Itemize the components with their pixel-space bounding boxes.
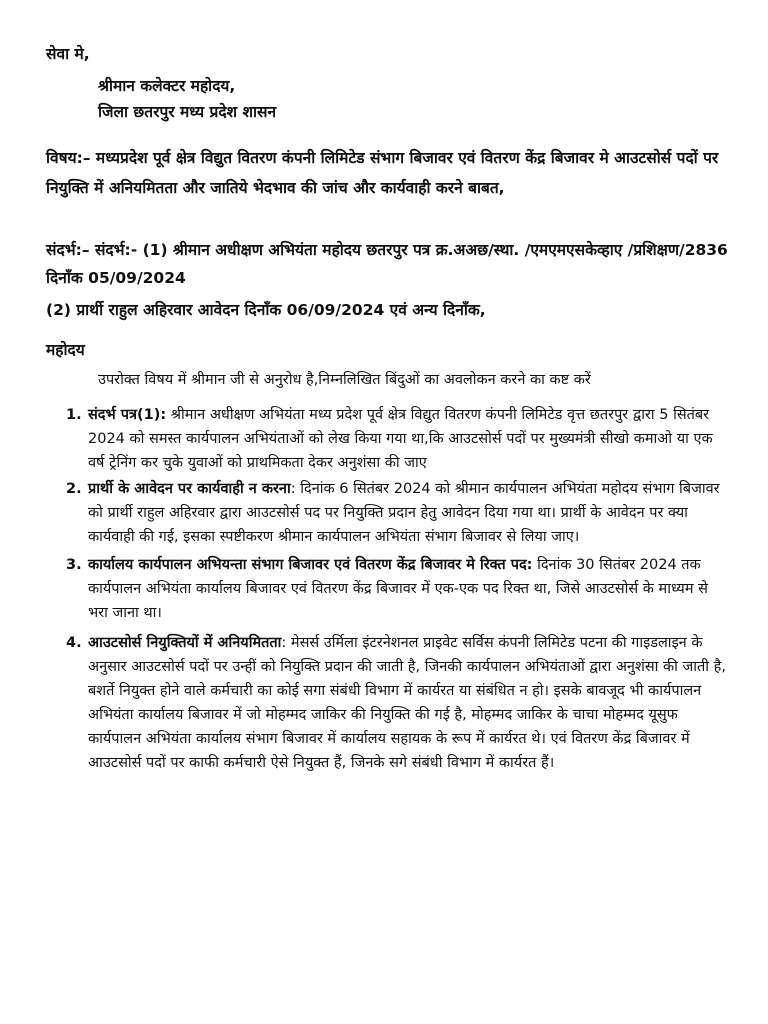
list-number: 2. xyxy=(66,481,82,497)
point-heading: आउटसोर्स नियुक्तियों में अनियमितता xyxy=(88,635,282,651)
point-text: श्रीमान अधीक्षण अभियंता मध्य प्रदेश पूर्व क्षेत्र विद्युत वितरण कंपनी लिमिटेड वृत्त छतरपुर द्वारा 5 सितंबर 2024 को समस्त कार्यपालन अभियंताओं को लेख किया गया था,कि आउटसोर्स पदों पर मुख्यमंत्री सीखो कमाओ या एक वर्ष ट्रेनिंग कर चुके युवाओं को प्राथमिकता देकर अनुशंसा की जाए xyxy=(88,407,713,471)
points-list xyxy=(0,403,728,775)
list-item xyxy=(0,403,728,475)
point-heading: कार्यालय कार्यपालन अभियन्ता संभाग बिजावर एवं वितरण केंद्र बिजावर मे रिक्त पद: xyxy=(88,557,533,573)
list-item xyxy=(0,631,728,775)
point-heading: संदर्भ पत्र(1): xyxy=(88,407,167,423)
intro-paragraph: उपरोक्त विषय में श्रीमान जी से अनुरोध है,निम्नलिखित बिंदुओं का अवलोकन करने का कष्ट करें xyxy=(98,372,591,388)
greeting: सेवा मे, xyxy=(46,45,90,63)
reference-1: संदर्भ:– संदर्भ:- (1) श्रीमान अधीक्षण अभियंता महोदय छतरपुर पत्र क्र.अअछ/स्था. /एमएमएसकेव्हाए /प्रशिक्षण/2836 दिनाँक 05/09/2024 xyxy=(46,241,728,287)
point-text: दिनांक 30 सितंबर 2024 तक कार्यपालन अभियंता कार्यालय बिजावर एवं वितरण केंद्र बिजावर में एक-एक पद रिक्त था, जिसे आउटसोर्स के माध्यम से भरा जाना था। xyxy=(88,557,708,621)
list-number: 3. xyxy=(66,557,82,573)
subject-line: विषय:– मध्यप्रदेश पूर्व क्षेत्र विद्युत वितरण कंपनी लिमिटेड संभाग बिजावर एवं वितरण केंद्र बिजावर मे आउटसोर्स पदों पर नियुक्ति में अनियमितता और जातिये भेदभाव की जांच और कार्यवाही करने बाबत, xyxy=(46,149,719,197)
list-item xyxy=(0,553,728,625)
list-item xyxy=(0,477,728,549)
point-heading: प्रार्थी के आवेदन पर कार्यवाही न करना xyxy=(88,481,291,497)
list-number: 4. xyxy=(66,635,82,651)
recipient-line-2: जिला छतरपुर मध्य प्रदेश शासन xyxy=(98,103,277,121)
recipient-line-1: श्रीमान कलेक्टर महोदय, xyxy=(98,77,236,95)
point-text: : दिनांक 6 सितंबर 2024 को श्रीमान कार्यपालन अभियंता महोदय संभाग बिजावर को प्रार्थी राहुल अहिरवार द्वारा आउटसोर्स पद पर नियुक्ति प्रदान हेतु आवेदन दिया गया था। प्रार्थी के आवेदन पर क्या कार्यवाही की गई, इसका स्पष्टीकरण श्रीमान कार्यपालन अभियंता संभाग बिजावर से लिया जाए। xyxy=(88,481,720,545)
point-text: : मेसर्स उर्मिला इंटरनेशनल प्राइवेट सर्विस कंपनी लिमिटेड पटना की गाइडलाइन के अनुसार आउटसोर्स पदों पर उन्हीं को नियुक्ति प्रदान की जाती है, जिनकी कार्यपालन अभियंताओं द्वारा अनुशंसा की जाती है, बशर्ते नियुक्त होने वाले कर्मचारी का कोई सगा संबंधी विभाग में कार्यरत या संबंधित न हो। इसके बावजूद भी कार्यपालन अभियंता कार्यालय बिजावर में जो मोहम्मद जाकिर की नियुक्ति की गई है, मोहम्मद जाकिर के चाचा मोहम्मद यूसुफ कार्यपालन अभियंता कार्यालय संभाग बिजावर में कार्यालय सहायक के रूप में कार्यरत थे। एवं वितरण केंद्र बिजावर में आउटसोर्स पदों पर काफी कर्मचारी ऐसे नियुक्त हैं, जिनके सगे संबंधी विभाग में कार्यरत हैं। xyxy=(88,635,726,771)
list-number: 1. xyxy=(66,407,82,423)
salutation: महोदय xyxy=(46,341,85,359)
reference-2: (2) प्रार्थी राहुल अहिरवार आवेदन दिनाँक 06/09/2024 एवं अन्य दिनाँक, xyxy=(46,301,486,319)
